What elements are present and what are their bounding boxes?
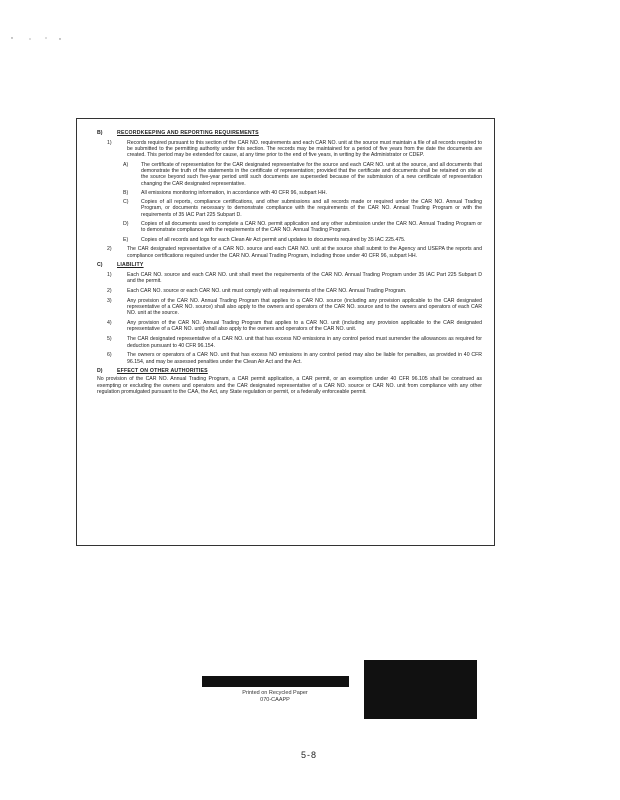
sub-item [123,162,486,187]
item-number: 5) [107,336,112,343]
list-item [83,288,486,294]
sub-item-number: E) [123,236,129,243]
section-paragraph: No provision of the CAR NO. Annual Trading Program, a CAR permit application, a CAR permit, or an exemption under 40 CFR 96.105 shall be construed as exempting or excluding the owners and operators and the CAR designated representative of a CAR NO. source or CAR NO. unit from compliance with any other regulation promulgated pursuant to the CAA, the Act, any State regulation or permit, or a federally enforceable permit. [97,376,482,395]
section-number: B) [97,130,103,136]
sub-item-text: Copies of all records and logs for each Clean Air Act permit and updates to documents required by 35 IAC 225.475. [141,236,406,243]
item-text: Each CAR NO. source and each CAR NO. unit shall meet the requirements of the CAR NO. Annual Trading Program under 35 IAC Part 225 Subpart D and the permit. [127,271,482,285]
scan-specks [8,30,68,40]
list-item [83,246,486,259]
item-text: Each CAR NO. source or each CAR NO. unit must comply with all requirements of the CAR NO. Annual Trading Program. [127,287,407,294]
section-number: D) [97,367,103,374]
sub-item-number: C) [123,199,129,206]
item-number: 1) [107,271,112,278]
item-number: 4) [107,320,112,327]
recycled-paper-note [200,690,350,704]
section-title: LIABILITY [117,262,144,269]
sub-item [123,199,486,218]
item-number: 2) [107,287,112,294]
list-item [83,336,486,349]
sub-item [123,221,486,234]
section-header [83,130,486,136]
list-item [83,298,486,317]
sub-item-text: Copies of all documents used to complete a CAR NO. permit application and any other submission under the CAR NO. Annual Trading Program or to demonstrate compliance with the requirements of the CAR NO. Annual Trading Program. [141,221,482,234]
page-number: 5-8 [300,750,317,760]
list-item [83,320,486,333]
item-text: The CAR designated representative of a CAR NO. source and each CAR NO. unit at the source shall submit to the Agency and USEPA the reports and compliance certifications required under the CAR NO. Annual Trading Program, including those under 40 CFR 96, subpart HH. [127,246,482,259]
document-content [77,119,494,399]
sub-item-text: All emissions monitoring information, in accordance with 40 CFR 96, subpart HH. [141,189,327,196]
section-header [83,368,486,374]
item-text: The CAR designated representative of a CAR NO. unit that has excess NO emissions in any control period must surrender the allowances as required for deduction pursuant to 40 CFR 96.154. [127,336,482,349]
redaction-bar [202,676,349,687]
redaction-block [364,660,477,719]
item-number: 1) [107,139,112,146]
section-number: C) [97,262,103,269]
item-number: 6) [107,352,112,359]
sub-item-text: The certificate of representation for the CAR designated representative for the source and each CAR NO. unit at the source, and all documents that demonstrate the truth of the statements in the certificate of representation; provided that the certificate and documents shall be retained on site at the source beyond such five-year period until such documents are superseded because of the submission of a new certificate of representation changing the CAR designated representative. [141,161,482,187]
item-number: 3) [107,297,112,304]
sub-item-number: A) [123,161,129,168]
list-item [83,272,486,285]
sub-item [123,190,486,196]
section-header [83,262,486,268]
sub-item-number: B) [123,189,129,196]
sub-item [123,237,486,243]
recycled-line-1: Printed on Recycled Paper [242,690,308,696]
sub-item-text: Copies of all reports, compliance certifications, and other submissions and all records made or required under the CAR NO. Annual Trading Program, or documents necessary to demonstrate compliance with the requirements of the CAR NO. Annual Trading Program or with the requirements of 35 IAC Part 225 Subpart D. [141,199,482,218]
section-title: EFFECT ON OTHER AUTHORITIES [117,367,208,374]
item-text: Any provision of the CAR NO. Annual Trading Program that applies to a CAR NO. source (including any provision applicable to the CAR designated representative of a CAR NO. source) shall also apply to the owners and operators of the CAR NO. source and to the owners and operators of each CAR NO. unit at the source. [127,297,482,317]
section-title: RECORDKEEPING AND REPORTING REQUIREMENTS [117,130,259,136]
item-text: Any provision of the CAR NO. Annual Trading Program that applies to a CAR NO. unit (including any provision applicable to the CAR designated representative of a CAR NO. unit) shall also apply to the owners and operators of the CAR NO. unit. [127,320,482,333]
item-number: 2) [107,246,112,253]
sub-item-number: D) [123,221,129,228]
item-text: Records required pursuant to this section of the CAR NO. requirements and each CAR NO. unit at the source must maintain a file of all records required to be submitted to the permitting authority under this section. The records may be maintained for a period of five years from the date the documents are created. This period may be extended for cause, at any time prior to the end of five years, in writing by the Administrator or CDEP. [127,139,482,159]
list-item [83,352,486,365]
item-text: The owners or operators of a CAR NO. unit that has excess NO emissions in any control period may also be liable for penalties, as provided in 40 CFR 96.154, and may be assessed penalties under the Clean Air Act and the Act. [127,352,482,365]
recycled-line-2: 070-CAAPP [260,697,290,703]
list-item [83,140,486,159]
document-box [76,118,495,546]
